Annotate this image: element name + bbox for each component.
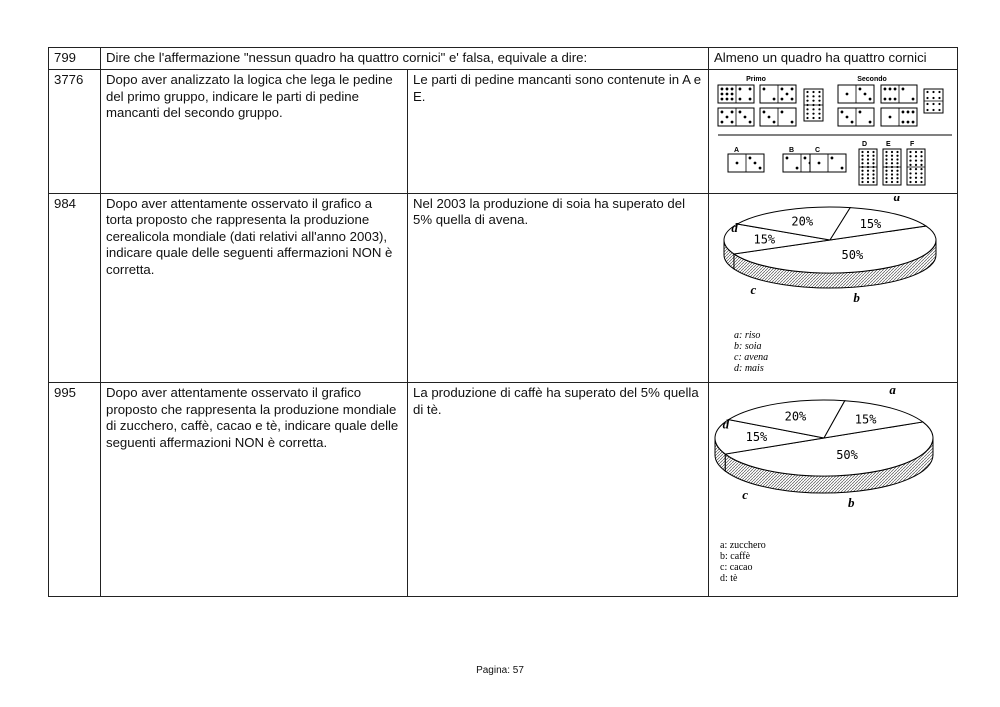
- domino-pip: [846, 116, 849, 119]
- pie-chart: [714, 196, 955, 376]
- domino-pip: [872, 155, 874, 157]
- domino-pip: [909, 172, 911, 174]
- legend-item: a: zucchero: [720, 540, 766, 551]
- domino-pip: [915, 177, 917, 179]
- domino-pip: [754, 162, 757, 165]
- domino-pip: [726, 116, 729, 119]
- domino-pip: [926, 103, 928, 105]
- domino-pip: [806, 91, 808, 93]
- domino-pip: [818, 162, 821, 165]
- domino-pip: [818, 95, 820, 97]
- domino-pip: [920, 172, 922, 174]
- legend-item: b: soia: [734, 340, 762, 352]
- domino-pip: [909, 177, 911, 179]
- domino-pip: [726, 93, 729, 96]
- legend-item: c: cacao: [720, 562, 753, 573]
- domino-pip: [721, 121, 724, 124]
- answer-text: La produzione di caffè ha superato del 5% quella di tè.: [408, 383, 709, 597]
- domino-pip: [812, 113, 814, 115]
- pie-value-label: 20%: [784, 409, 807, 424]
- domino-pip: [867, 177, 869, 179]
- domino-pip: [759, 167, 762, 170]
- domino-pip: [867, 181, 869, 183]
- domino-pip: [902, 111, 905, 114]
- domino-pip: [781, 111, 784, 114]
- domino-pip: [872, 151, 874, 153]
- domino-pip: [806, 113, 808, 115]
- domino-pip: [867, 158, 869, 160]
- domino-pip: [841, 167, 844, 170]
- option-b-label: B: [789, 147, 795, 154]
- group2-label: Secondo: [857, 76, 887, 83]
- domino-pip: [872, 177, 874, 179]
- domino-pip: [912, 98, 915, 101]
- domino-pip: [804, 157, 807, 160]
- answer-text: Le parti di pedine mancanti sono contenute in A e E.: [408, 70, 709, 194]
- domino-pip: [907, 121, 910, 124]
- domino-pip: [896, 173, 898, 175]
- domino-pip: [889, 98, 892, 101]
- domino-pip: [861, 181, 863, 183]
- domino-pip: [867, 170, 869, 172]
- domino-pip: [891, 162, 893, 164]
- domino-pip: [869, 98, 872, 101]
- domino-pip: [885, 170, 887, 172]
- domino-pip: [912, 121, 915, 124]
- pie-key-d: d: [722, 416, 730, 432]
- domino-pip: [912, 111, 915, 114]
- domino-pip: [791, 98, 794, 101]
- domino-pip: [721, 111, 724, 114]
- domino-pip: [812, 117, 814, 119]
- pie-value-label: 15%: [745, 430, 768, 445]
- domino-pip: [884, 88, 887, 91]
- domino-pip: [749, 121, 752, 124]
- page-footer: Pagina: 57: [476, 665, 524, 676]
- domino-pip: [749, 98, 752, 101]
- domino-pip: [920, 181, 922, 183]
- domino-pip: [726, 98, 729, 101]
- question-text: Dopo aver analizzato la logica che lega le pedine del primo gruppo, indicare le parti di pedine mancanti del secondo gruppo.: [101, 70, 408, 194]
- domino-pip: [806, 117, 808, 119]
- domino-pip: [859, 111, 862, 114]
- domino-pip: [896, 166, 898, 168]
- domino-pip: [818, 100, 820, 102]
- domino-pip: [926, 97, 928, 99]
- domino-pip: [896, 181, 898, 183]
- option-d-label: D: [862, 141, 868, 148]
- option-a-label: A: [734, 147, 740, 154]
- domino-pip: [915, 164, 917, 166]
- domino-pip: [818, 91, 820, 93]
- domino-pip: [896, 177, 898, 179]
- domino-pip: [915, 168, 917, 170]
- domino-pip: [841, 111, 844, 114]
- domino-pip: [812, 95, 814, 97]
- domino-pip: [768, 116, 771, 119]
- domino-pip: [909, 151, 911, 153]
- domino-pip: [915, 159, 917, 161]
- domino-pip: [885, 158, 887, 160]
- option-e-label: E: [886, 141, 891, 148]
- domino-pip: [739, 111, 742, 114]
- pie-chart-cell: [709, 383, 958, 597]
- pie-key-b: b: [853, 289, 860, 305]
- domino-pip: [920, 159, 922, 161]
- domino-pip: [891, 170, 893, 172]
- domino-pip: [920, 164, 922, 166]
- domino-pip: [872, 166, 874, 168]
- domino-pip: [885, 173, 887, 175]
- domino-pip: [926, 91, 928, 93]
- domino-pip: [864, 93, 867, 96]
- legend-item: b: caffè: [720, 551, 751, 562]
- domino-pip: [938, 91, 940, 93]
- domino-pip: [861, 155, 863, 157]
- domino-pip: [861, 158, 863, 160]
- domino-pip: [891, 173, 893, 175]
- domino-pip: [861, 162, 863, 164]
- domino-pip: [731, 121, 734, 124]
- domino-pip: [869, 121, 872, 124]
- domino-pip: [872, 158, 874, 160]
- domino-pip: [896, 162, 898, 164]
- pie-chart-cell: [709, 193, 958, 383]
- pie-value-label: 15%: [753, 231, 776, 246]
- domino-pip: [867, 155, 869, 157]
- domino-pip: [909, 181, 911, 183]
- question-id: 3776: [49, 70, 101, 194]
- domino-pip: [909, 164, 911, 166]
- domino-pip: [806, 95, 808, 97]
- domino-pip: [861, 173, 863, 175]
- domino-pip: [818, 113, 820, 115]
- domino-pip: [872, 173, 874, 175]
- domino-pip: [885, 166, 887, 168]
- domino-pip: [867, 151, 869, 153]
- domino-pip: [861, 151, 863, 153]
- domino-pip: [889, 88, 892, 91]
- domino-pip: [731, 98, 734, 101]
- table-row: [49, 48, 958, 70]
- domino-pip: [891, 166, 893, 168]
- domino-pip: [889, 116, 892, 119]
- domino-pip: [896, 151, 898, 153]
- domino-pip: [891, 151, 893, 153]
- pie-key-a: a: [889, 385, 896, 397]
- domino-pip: [932, 103, 934, 105]
- domino-pip: [818, 108, 820, 110]
- answer-text: Almeno un quadro ha quattro cornici: [709, 48, 958, 70]
- domino-pip: [721, 93, 724, 96]
- domino-pip: [806, 100, 808, 102]
- legend-item: d: tè: [720, 573, 738, 584]
- domino-pip: [932, 109, 934, 111]
- question-id: 799: [49, 48, 101, 70]
- domino-pip: [920, 155, 922, 157]
- domino-figure: [714, 72, 955, 186]
- domino-pip: [773, 98, 776, 101]
- domino-pip: [938, 97, 940, 99]
- pie-value-label: 20%: [791, 213, 814, 228]
- domino-pip: [891, 158, 893, 160]
- domino-pip: [920, 168, 922, 170]
- pie-key-c: c: [750, 281, 757, 297]
- legend-item: d: mais: [734, 362, 764, 374]
- domino-pip: [781, 88, 784, 91]
- domino-pip: [896, 158, 898, 160]
- domino-pip: [885, 177, 887, 179]
- domino-pip: [920, 177, 922, 179]
- domino-pip: [885, 181, 887, 183]
- domino-pip: [749, 157, 752, 160]
- group1-label: Primo: [746, 76, 766, 83]
- pie-key-d: d: [731, 219, 738, 235]
- quiz-table: [48, 47, 958, 597]
- domino-pip: [818, 117, 820, 119]
- domino-pip: [744, 116, 747, 119]
- domino-pip: [896, 155, 898, 157]
- table-row: [49, 70, 958, 194]
- domino-pip: [891, 181, 893, 183]
- option-c-label: C: [815, 147, 821, 154]
- domino-pip: [726, 88, 729, 91]
- domino-pip: [907, 111, 910, 114]
- pie-value-label: 50%: [836, 448, 858, 463]
- domino-pip: [859, 88, 862, 91]
- pie-value-label: 15%: [854, 412, 877, 427]
- pie-value-label: 50%: [841, 247, 864, 262]
- domino-figure-cell: [709, 70, 958, 194]
- table-row: [49, 193, 958, 383]
- question-text: Dopo aver attentamente osservato il grafico proposto che rappresenta la produzione mondiale di zucchero, caffè, cacao e tè, indicare quale delle seguenti affermazioni NON è corretta.: [101, 383, 408, 597]
- domino-pip: [831, 157, 834, 160]
- domino-pip: [894, 88, 897, 91]
- domino-pip: [885, 162, 887, 164]
- domino-pip: [731, 93, 734, 96]
- answer-text: Nel 2003 la produzione di soia ha superato del 5% quella di avena.: [408, 193, 709, 383]
- domino-pip: [763, 111, 766, 114]
- domino-pip: [731, 111, 734, 114]
- domino-pip: [920, 151, 922, 153]
- legend-item: c: avena: [734, 351, 769, 363]
- option-f-label: F: [910, 141, 915, 148]
- domino-pip: [851, 121, 854, 124]
- domino-pip: [872, 170, 874, 172]
- domino-pip: [812, 100, 814, 102]
- pie-value-label: 15%: [859, 216, 882, 231]
- table-row: [49, 383, 958, 597]
- domino-pip: [891, 177, 893, 179]
- domino-pip: [812, 108, 814, 110]
- domino-pip: [861, 177, 863, 179]
- domino-pip: [818, 104, 820, 106]
- domino-pip: [763, 88, 766, 91]
- domino-pip: [938, 109, 940, 111]
- domino-pip: [739, 88, 742, 91]
- domino-pip: [781, 98, 784, 101]
- domino-pip: [885, 155, 887, 157]
- domino-pip: [938, 103, 940, 105]
- legend-item: a: riso: [734, 329, 761, 341]
- domino-pip: [909, 168, 911, 170]
- question-text: Dopo aver attentamente osservato il grafico a torta proposto che rappresenta la produzione cerealicola mondiale (dati relativi all'anno 2003), indicare quale delle seguenti affermazioni NON è corretta.: [101, 193, 408, 383]
- domino-pip: [894, 98, 897, 101]
- domino-pip: [902, 121, 905, 124]
- domino-pip: [909, 155, 911, 157]
- domino-pip: [786, 157, 789, 160]
- domino-pip: [915, 151, 917, 153]
- domino-pip: [891, 155, 893, 157]
- domino-pip: [861, 170, 863, 172]
- domino-pip: [846, 93, 849, 96]
- domino-pip: [867, 166, 869, 168]
- domino-pip: [731, 88, 734, 91]
- domino-pip: [861, 166, 863, 168]
- question-id: 995: [49, 383, 101, 597]
- domino-pip: [872, 181, 874, 183]
- domino-pip: [909, 159, 911, 161]
- domino-pip: [806, 104, 808, 106]
- question-id: 984: [49, 193, 101, 383]
- pie-key-a: a: [893, 195, 901, 204]
- domino-pip: [791, 88, 794, 91]
- domino-pip: [721, 98, 724, 101]
- domino-pip: [926, 109, 928, 111]
- domino-pip: [867, 162, 869, 164]
- domino-pip: [796, 167, 799, 170]
- domino-pip: [812, 104, 814, 106]
- pie-key-b: b: [847, 495, 855, 510]
- domino-pip: [786, 93, 789, 96]
- domino-pip: [791, 121, 794, 124]
- domino-pip: [885, 151, 887, 153]
- domino-pip: [721, 88, 724, 91]
- domino-pip: [806, 108, 808, 110]
- pie-chart: [714, 385, 955, 589]
- domino-pip: [915, 181, 917, 183]
- question-text: Dire che l'affermazione "nessun quadro ha quattro cornici" e' falsa, equivale a dire:: [101, 48, 709, 70]
- domino-pip: [884, 98, 887, 101]
- domino-pip: [932, 97, 934, 99]
- domino-pip: [867, 173, 869, 175]
- domino-pip: [812, 91, 814, 93]
- domino-pip: [932, 91, 934, 93]
- domino-pip: [896, 170, 898, 172]
- pie-key-c: c: [742, 487, 749, 502]
- domino-pip: [902, 88, 905, 91]
- domino-pip: [736, 162, 739, 165]
- domino-pip: [915, 155, 917, 157]
- domino-pip: [739, 98, 742, 101]
- domino-pip: [915, 172, 917, 174]
- domino-pip: [872, 162, 874, 164]
- domino-pip: [749, 88, 752, 91]
- domino-pip: [773, 121, 776, 124]
